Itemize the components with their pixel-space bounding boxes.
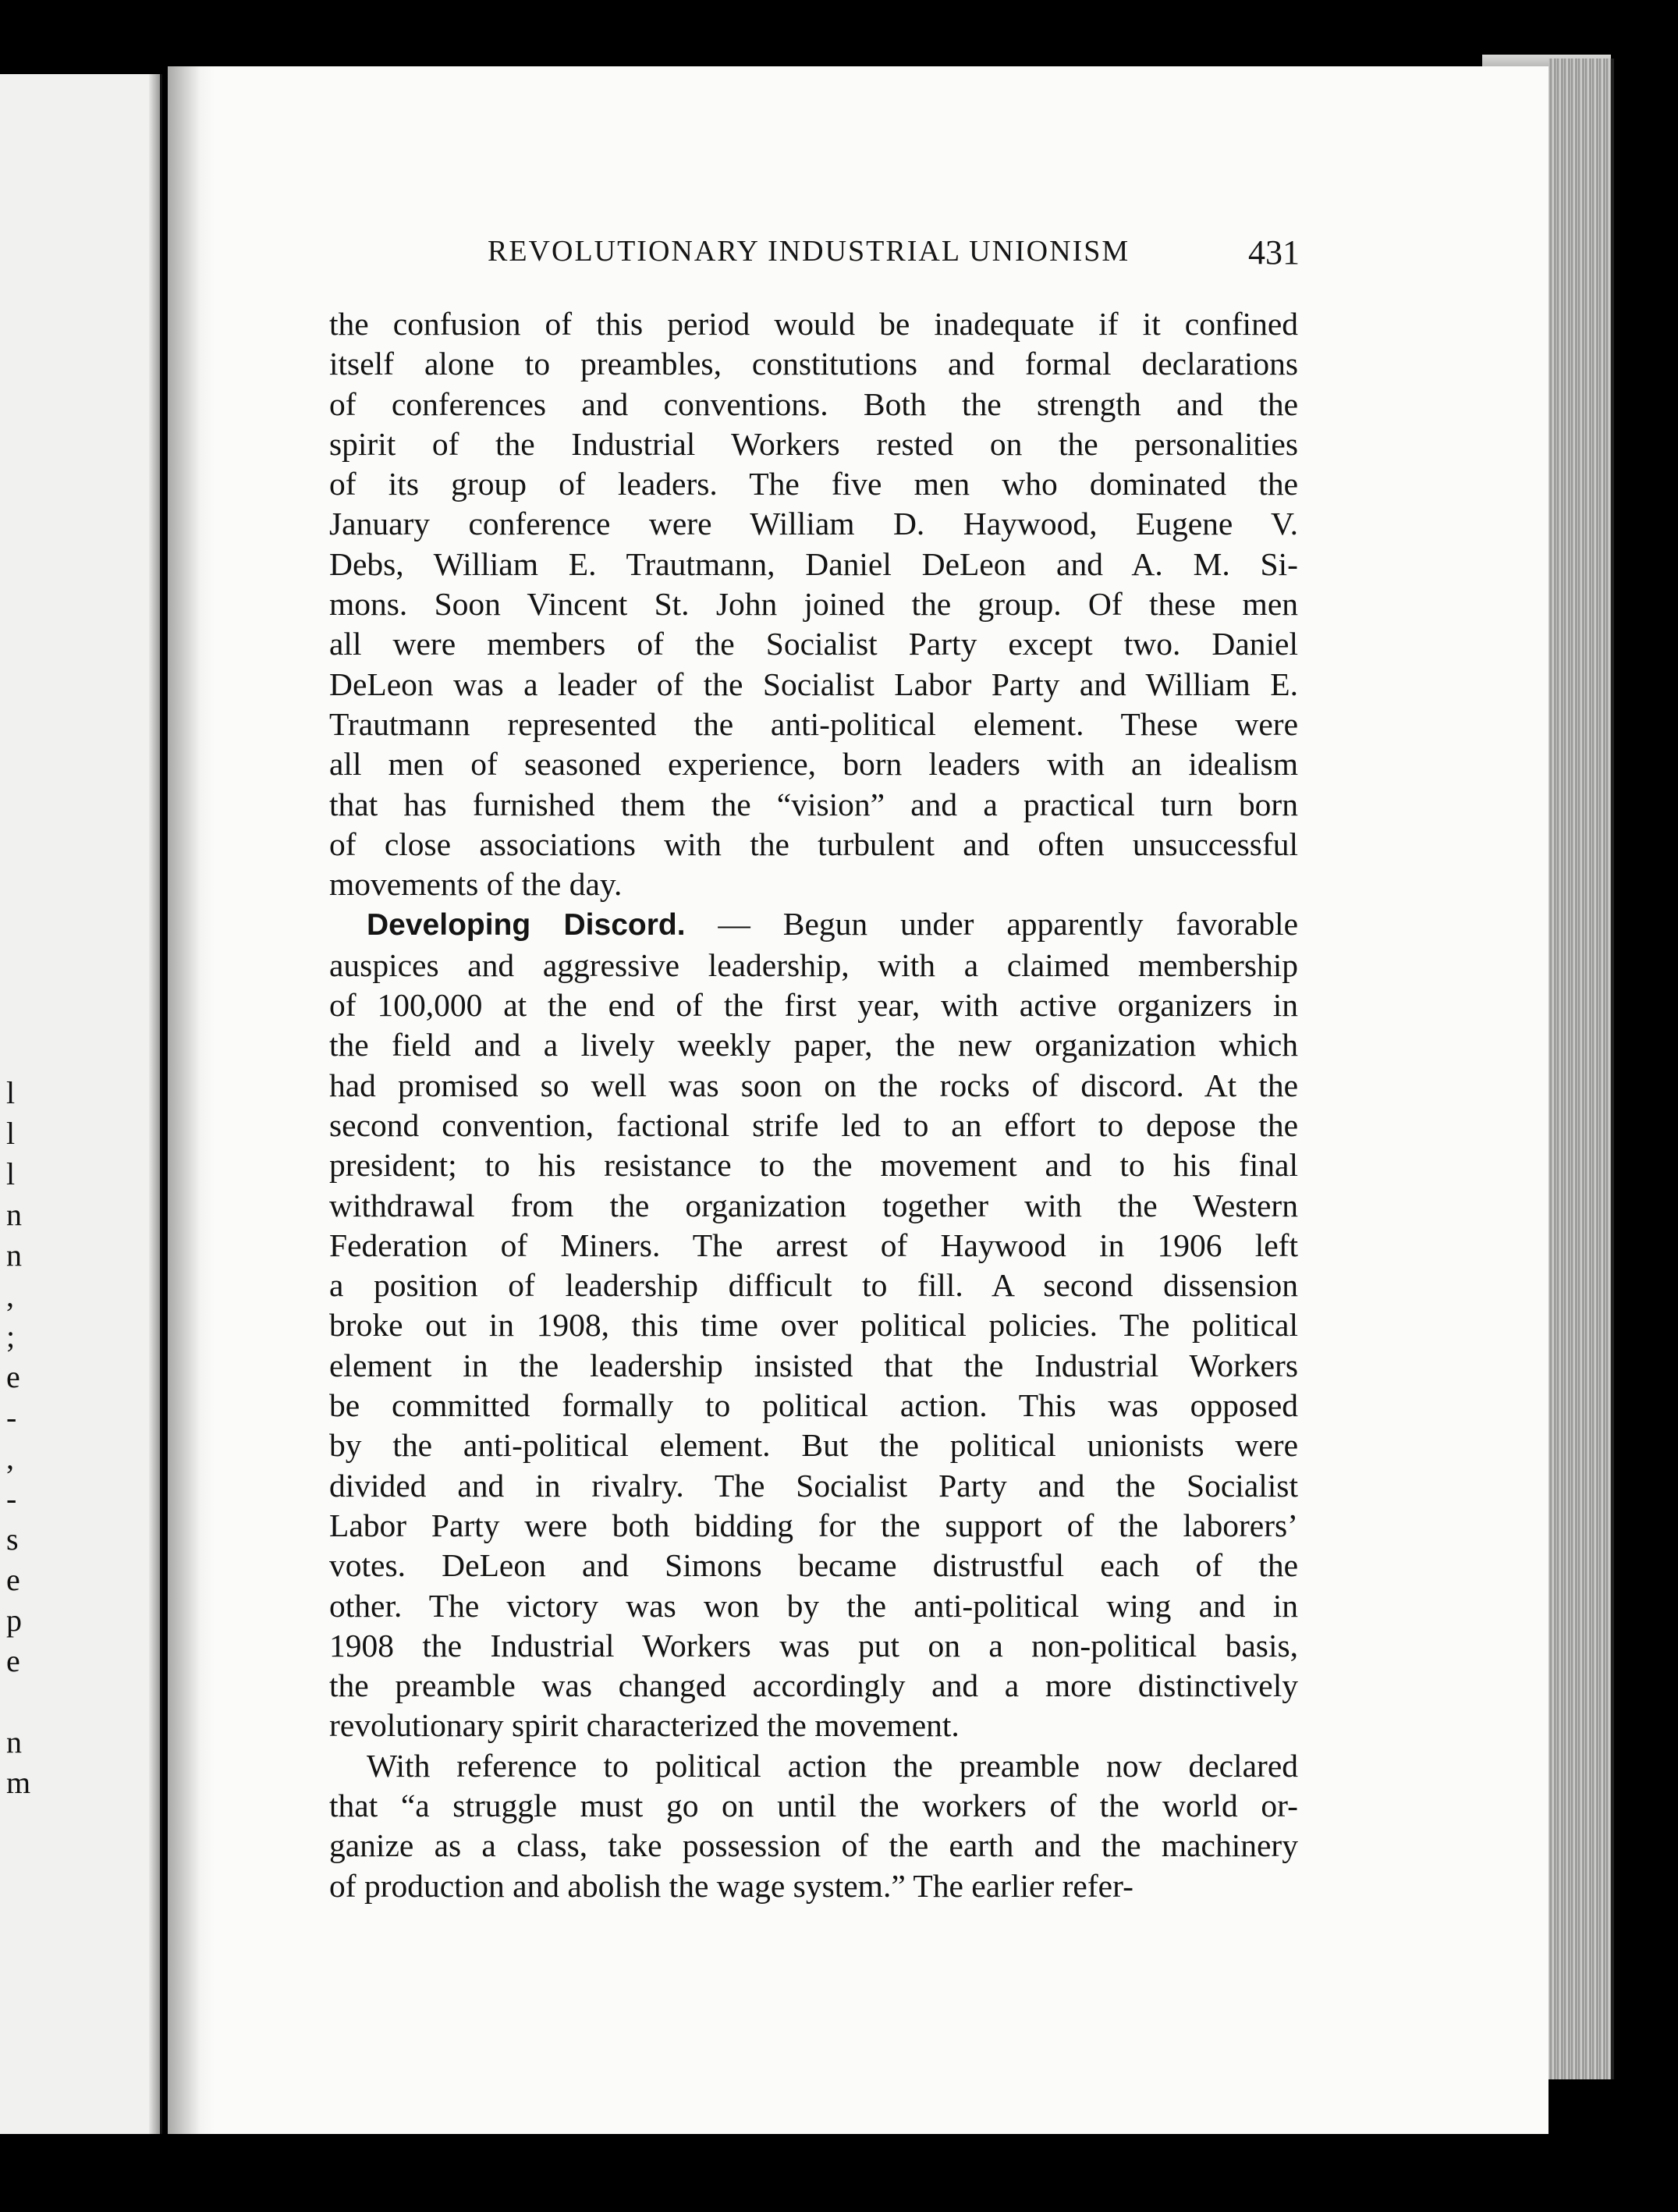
fragment: e [6, 1562, 20, 1597]
page-number: 431 [1248, 233, 1300, 272]
page-gutter [168, 66, 215, 2134]
fragment: n [6, 1197, 22, 1232]
facing-page [0, 74, 162, 2134]
text-line: movements of the day. [329, 866, 623, 903]
text-line: itself alone to preambles, constitutions and formal declarations [329, 346, 1298, 382]
text-line: of its group of leaders. The five men who dominated the [329, 466, 1298, 502]
fragment: n [6, 1237, 22, 1273]
text-line: all men of seasoned experience, born leaders with an idealism [329, 746, 1298, 783]
fragment: , [6, 1440, 14, 1475]
text-line: the preamble was changed accordingly and a more distinctively [329, 1667, 1298, 1704]
text-line: spirit of the Industrial Workers rested on the personalities [329, 425, 1298, 462]
text-line: With reference to political action the preamble now declared [367, 1747, 1298, 1784]
text-line: had promised so well was soon on the rocks of discord. At the [329, 1067, 1298, 1103]
fragment: p [6, 1603, 22, 1638]
text-line: DeLeon was a leader of the Socialist Labor Party and William E. [329, 666, 1298, 702]
fragment: - [6, 1481, 17, 1516]
fragment: , [6, 1278, 14, 1313]
text-line: Debs, William E. Trautmann, Daniel DeLeon and A. M. Si- [329, 545, 1298, 582]
text-line: all were members of the Socialist Party except two. Daniel [329, 626, 1298, 662]
text-line: Labor Party were both bidding for the support of the laborers’ [329, 1507, 1298, 1543]
text-line: auspices and aggressive leadership, with a claimed membership [329, 946, 1298, 983]
text-line: broke out in 1908, this time over political policies. The political [329, 1307, 1298, 1344]
text-line: of conferences and conventions. Both the strength and the [329, 385, 1298, 422]
text-line: be committed formally to political action. This was opposed [329, 1387, 1298, 1424]
text-line: element in the leadership insisted that the Industrial Workers [329, 1347, 1298, 1383]
text-line: revolutionary spirit characterized the movement. [329, 1707, 960, 1744]
running-head: REVOLUTIONARY INDUSTRIAL UNIONISM [488, 235, 1130, 268]
fragment: e [6, 1643, 20, 1678]
text-line: a position of leadership difficult to fill. A second dissension [329, 1267, 1298, 1304]
paragraph [329, 304, 1298, 904]
page-fore-edge [1549, 59, 1614, 2079]
text-line: the confusion of this period would be inadequate if it confined [329, 306, 1298, 342]
text-line: of 100,000 at the end of the first year, with active organizers in [329, 987, 1298, 1024]
fragment: s [6, 1521, 19, 1557]
text-line: January conference were William D. Haywood, Eugene V. [329, 506, 1298, 542]
text-line [329, 904, 1298, 945]
fragment [6, 1681, 37, 1722]
text-line: Federation of Miners. The arrest of Haywood in 1906 left [329, 1227, 1298, 1263]
text-line: 1908 the Industrial Workers was put on a non-political basis, [329, 1627, 1298, 1663]
fragment: n [6, 1724, 22, 1759]
text-line: of production and abolish the wage system.” The earlier refer- [329, 1867, 1133, 1904]
text-line: other. The victory was won by the anti-political wing and in [329, 1587, 1298, 1624]
fragment: - [6, 1400, 17, 1435]
paragraph [329, 904, 1298, 1745]
text-line: of close associations with the turbulent and often unsuccessful [329, 826, 1298, 862]
text-line: votes. DeLeon and Simons became distrustful each of the [329, 1547, 1298, 1584]
paragraph [329, 1746, 1298, 1906]
fragment: l [6, 1156, 16, 1191]
fragment: l [6, 1075, 16, 1110]
fragment: m [6, 1765, 31, 1800]
facing-page-gutter [149, 74, 160, 2134]
text-line: mons. Soon Vincent St. John joined the group. Of these men [329, 586, 1298, 623]
fragment: ; [6, 1319, 16, 1354]
text-line: withdrawal from the organization together with the Western [329, 1187, 1298, 1223]
text-line: the field and a lively weekly paper, the new organization which [329, 1027, 1298, 1063]
text-run: — Begun under apparently favorable [685, 906, 1298, 943]
section-heading: Developing Discord. [367, 908, 686, 943]
facing-page-fragments [6, 1073, 37, 1803]
text-line: president; to his resistance to the movement and to his final [329, 1147, 1298, 1184]
text-line: ganize as a class, take possession of the earth and the machinery [329, 1827, 1298, 1864]
fragment: l [6, 1116, 16, 1151]
text-line: divided and in rivalry. The Socialist Party and the Socialist [329, 1467, 1298, 1504]
text-line: that has furnished them the “vision” and a practical turn born [329, 786, 1298, 822]
body-text [329, 304, 1298, 1906]
text-line: by the anti-political element. But the political unionists were [329, 1427, 1298, 1464]
text-line: second convention, factional strife led to an effort to depose the [329, 1106, 1298, 1143]
text-line: that “a struggle must go on until the workers of the world or- [329, 1787, 1298, 1823]
fragment: e [6, 1359, 20, 1394]
text-line: Trautmann represented the anti-political element. These were [329, 705, 1298, 742]
